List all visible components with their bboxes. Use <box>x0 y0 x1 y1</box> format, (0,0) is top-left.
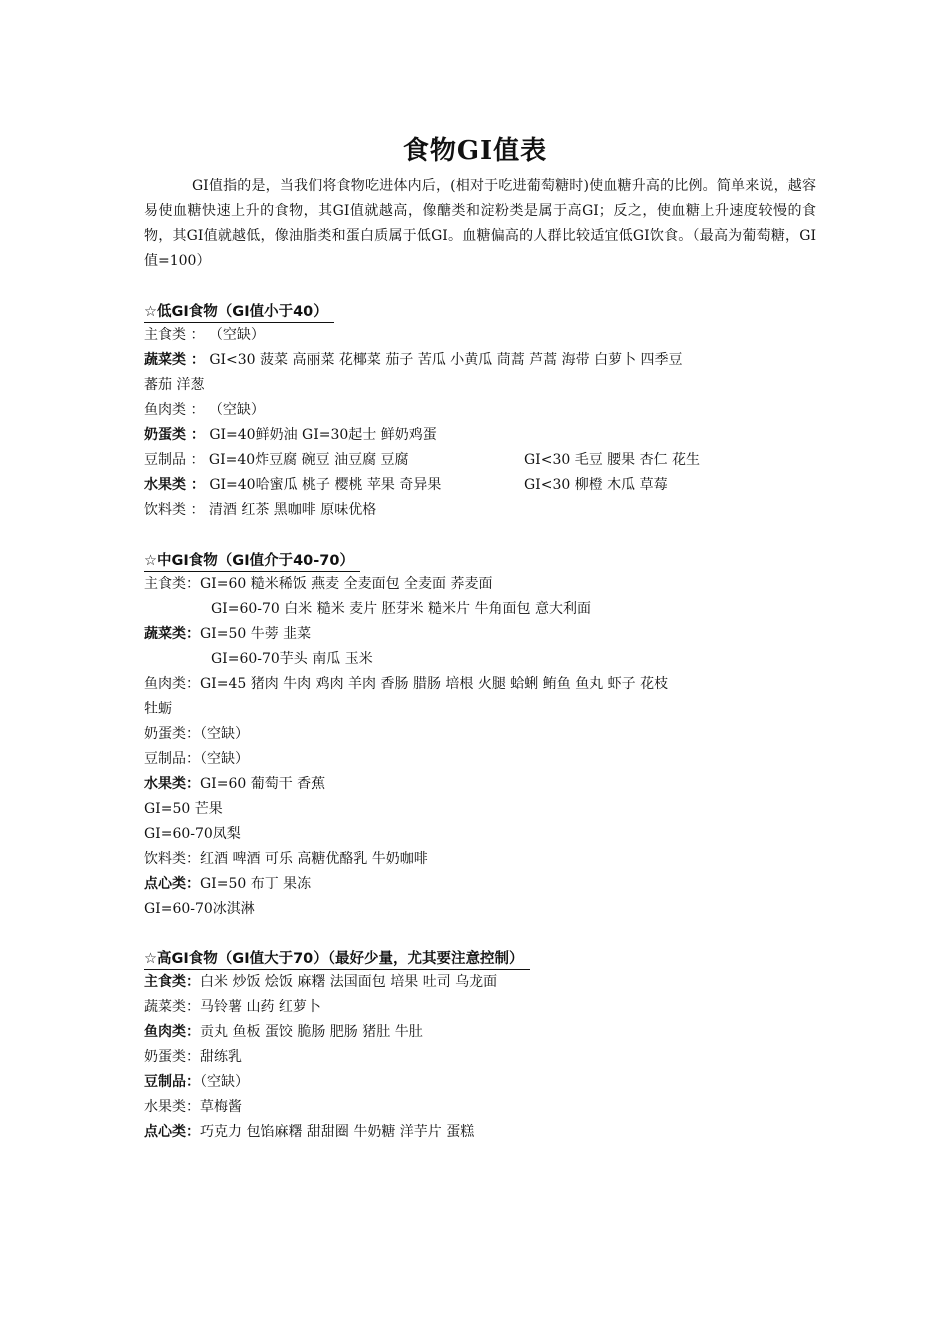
mid-veg-row-cont: GI=60-70芋头 南瓜 玉米 <box>211 651 373 667</box>
low-fruit-row <box>144 475 441 495</box>
high-veg-row <box>144 997 321 1017</box>
row-text: GI=60 葡萄干 香蕉 <box>200 776 326 792</box>
row-label: 饮料类： <box>144 851 200 867</box>
row-text: （空缺） <box>200 726 249 742</box>
row-label: 蔬菜类 ： <box>144 352 205 368</box>
row-label: 主食类： <box>144 576 200 592</box>
high-meat-row <box>144 1022 423 1042</box>
mid-snack-row-2: GI=60-70冰淇淋 <box>144 901 255 917</box>
row-text: GI=40鲜奶油 GI=30起士 鲜奶鸡蛋 <box>209 427 437 443</box>
row-text: GI=45 猪肉 牛肉 鸡肉 羊肉 香肠 腊肠 培根 火腿 蛤蜊 鲔鱼 鱼丸 虾子 花枝 <box>200 676 669 692</box>
low-gi-heading: ☆低GI食物（GI值小于40） <box>144 302 334 323</box>
mid-fruit-row <box>144 774 325 794</box>
row-text: 白米 炒饭 烩饭 麻糬 法国面包 培果 吐司 乌龙面 <box>200 974 498 990</box>
intro-text: GI值指的是，当我们将食物吃进体内后，(相对于吃进葡萄糖时)使血糖升高的比例。简单来说，越容易使血糖快速上升的食物，其GI值就越高，像醣类和淀粉类是属于高GI；反之，使血糖上升速度较慢的食物，其GI值就越低，像油脂类和蛋白质属于低GI。血糖偏高的人群比较适宜低GI饮食。（最高为葡萄糖，GI值=100） <box>144 178 816 269</box>
row-label: 水果类： <box>144 1099 200 1115</box>
low-meat-row <box>144 400 265 420</box>
low-soy-row-extra: GI<30 毛豆 腰果 杏仁 花生 <box>524 452 701 468</box>
row-label: 点心类： <box>144 876 200 892</box>
row-text: GI=40炸豆腐 碗豆 油豆腐 豆腐 <box>208 452 409 468</box>
mid-fruit-row-2: GI=50 芒果 <box>144 801 223 817</box>
low-dairy-row <box>144 425 437 445</box>
high-soy-row <box>144 1072 249 1092</box>
row-text: GI=40哈蜜瓜 桃子 樱桃 苹果 奇异果 <box>209 477 442 493</box>
row-text: 巧克力 包馅麻糬 甜甜圈 牛奶糖 洋芋片 蛋糕 <box>200 1124 475 1140</box>
high-dairy-row <box>144 1047 242 1067</box>
row-label: 鱼肉类 ： <box>144 402 205 418</box>
row-label: 鱼肉类： <box>144 676 200 692</box>
row-text: GI=50 布丁 果冻 <box>200 876 312 892</box>
row-label: 鱼肉类： <box>144 1024 200 1040</box>
row-label: 水果类 ： <box>144 477 205 493</box>
intro-paragraph <box>144 174 816 274</box>
row-label: 水果类： <box>144 776 200 792</box>
row-label: 主食类： <box>144 974 200 990</box>
mid-veg-row <box>144 624 311 644</box>
row-text: （空缺） <box>208 327 265 343</box>
row-label: 蔬菜类： <box>144 999 200 1015</box>
row-label: 豆制品 ： <box>144 452 205 468</box>
low-drink-row <box>144 500 376 520</box>
mid-meat-row <box>144 674 668 694</box>
row-label: 主食类 ： <box>144 327 205 343</box>
high-snack-row <box>144 1122 474 1142</box>
low-staple-row <box>144 325 265 345</box>
row-text: 红酒 啤酒 可乐 高糖优酪乳 牛奶咖啡 <box>200 851 428 867</box>
row-label: 豆制品： <box>144 1074 200 1090</box>
row-label: 饮料类 ： <box>144 502 205 518</box>
mid-snack-row <box>144 874 311 894</box>
row-label: 豆制品： <box>144 751 200 767</box>
row-label: 点心类： <box>144 1124 200 1140</box>
row-text: 甜练乳 <box>200 1049 242 1065</box>
row-text: （空缺） <box>200 1074 249 1090</box>
row-label: 奶蛋类 ： <box>144 427 205 443</box>
mid-meat-row-cont: 牡蛎 <box>144 701 172 717</box>
row-text: 清酒 红茶 黑咖啡 原味优格 <box>208 502 377 518</box>
mid-soy-row <box>144 749 249 769</box>
mid-gi-heading: ☆中GI食物（GI值介于40-70） <box>144 551 360 572</box>
high-gi-heading: ☆高GI食物（GI值大于70）（最好少量，尤其要注意控制） <box>144 949 530 970</box>
high-fruit-row <box>144 1097 242 1117</box>
row-text: GI=50 牛蒡 韭菜 <box>200 626 312 642</box>
row-label: 蔬菜类： <box>144 626 200 642</box>
row-label: 奶蛋类： <box>144 1049 200 1065</box>
page-title: 食物GI值表 <box>402 136 548 166</box>
mid-fruit-row-3: GI=60-70凤梨 <box>144 826 241 842</box>
low-soy-row <box>144 450 409 470</box>
mid-drink-row <box>144 849 428 869</box>
high-staple-row <box>144 972 497 992</box>
row-label: 奶蛋类： <box>144 726 200 742</box>
low-veg-row <box>144 350 683 370</box>
row-text: GI=60 糙米稀饭 燕麦 全麦面包 全麦面 荞麦面 <box>200 576 493 592</box>
row-text: （空缺） <box>200 751 249 767</box>
low-veg-row-cont: 蕃茄 洋葱 <box>144 377 205 393</box>
row-text: （空缺） <box>208 402 265 418</box>
row-text: GI<30 菠菜 高丽菜 花椰菜 茄子 苦瓜 小黄瓜 茼蒿 芦蒿 海带 白萝卜 四季豆 <box>209 352 683 368</box>
row-text: 贡丸 鱼板 蛋饺 脆肠 肥肠 猪肚 牛肚 <box>200 1024 423 1040</box>
row-text: 马铃薯 山药 红萝卜 <box>200 999 321 1015</box>
mid-dairy-row <box>144 724 249 744</box>
low-fruit-row-extra: GI<30 柳橙 木瓜 草莓 <box>524 477 668 493</box>
row-text: 草梅酱 <box>200 1099 242 1115</box>
mid-staple-row-cont: GI=60-70 白米 糙米 麦片 胚芽米 糙米片 牛角面包 意大利面 <box>211 601 591 617</box>
mid-staple-row <box>144 574 493 594</box>
